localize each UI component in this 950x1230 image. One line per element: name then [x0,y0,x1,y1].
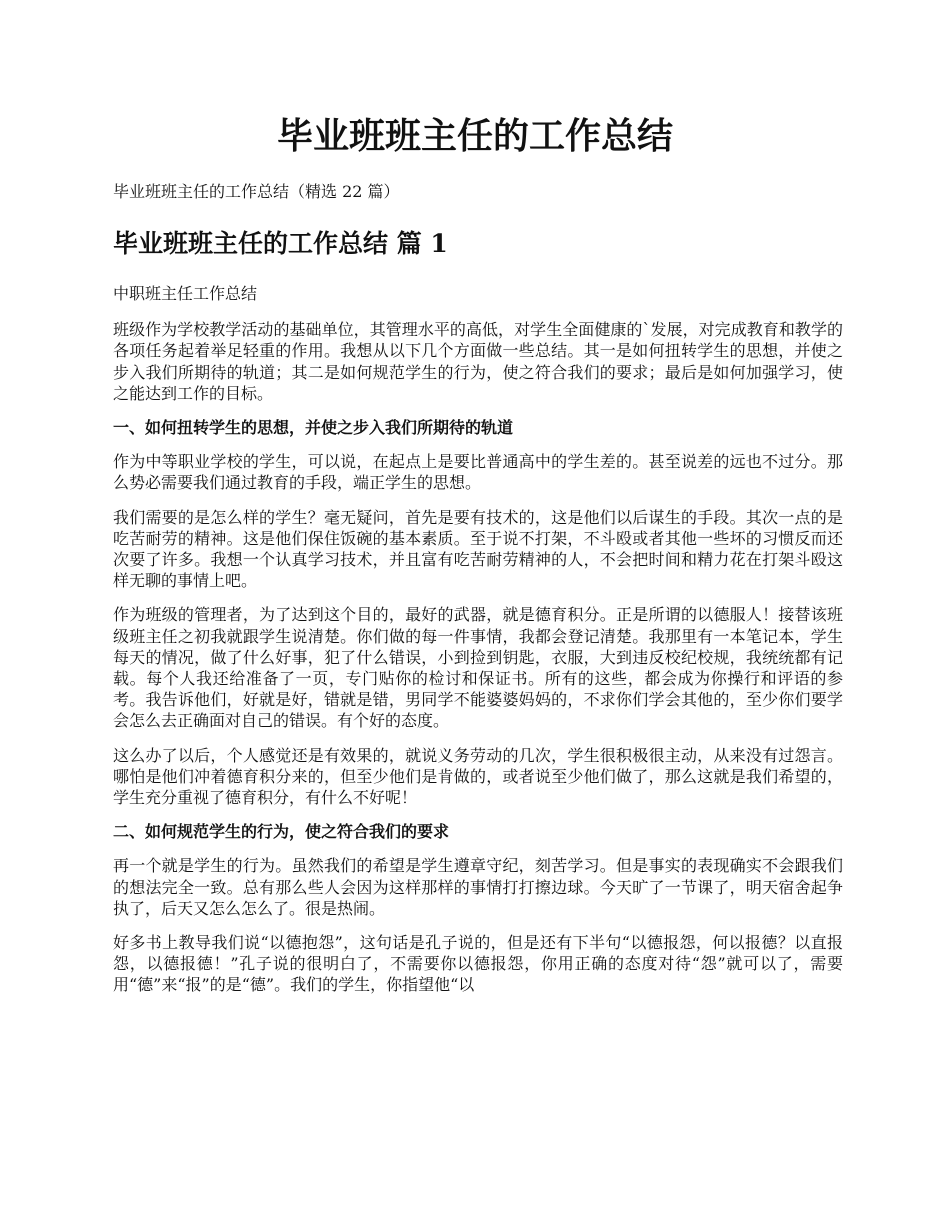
section-heading: 毕业班班主任的工作总结 篇 1 [113,229,448,258]
sub-heading-2: 二、如何规范学生的行为，使之符合我们的要求 [113,822,450,842]
sub-heading-1: 一、如何扭转学生的思想，并使之步入我们所期待的轨道 [113,418,514,438]
document-subtitle: 毕业班班主任的工作总结（精选 22 篇） [113,182,400,201]
paragraph-7: 好多书上教导我们说“以德抱怨”，这句话是孔子说的，但是还有下半句“以德报怨，何以报德？以直报怨，以德报德！”孔子说的很明白了，不需要你以德报怨，你用正确的态度对待“怨”就可以了，需要用“德”来“报”的是“德”。我们的学生，你指望他“以 [113,933,843,995]
document-title: 毕业班班主任的工作总结 [276,115,673,157]
paragraph-4: 作为班级的管理者，为了达到这个目的，最好的武器，就是德育积分。正是所谓的以德服人！接替该班级班主任之初我就跟学生说清楚。你们做的每一件事情，我都会登记清楚。我那里有一本笔记本，学生每天的情况，做了什么好事，犯了什么错误，小到捡到钥匙，衣服，大到违反校纪校规，我统统都有记载。每个人我还给准备了一页，专门贴你的检讨和保证书。所有的这些，都会成为你操行和评语的参考。我告诉他们，好就是好，错就是错，男同学不能婆婆妈妈的，不求你们学会其他的，至少你们要学会怎么去正确面对自己的错误。有个好的态度。 [113,605,843,731]
paragraph-2: 作为中等职业学校的学生，可以说，在起点上是要比普通高中的学生差的。甚至说差的远也不过分。那么势必需要我们通过教育的手段，端正学生的思想。 [113,452,843,493]
paragraph-5: 这么办了以后，个人感觉还是有效果的，就说义务劳动的几次，学生很积极很主动，从来没有过怨言。哪怕是他们冲着德育积分来的，但至少他们是肯做的，或者说至少他们做了，那么这就是我们希望的，学生充分重视了德育积分，有什么不好呢！ [113,745,843,808]
intro-line: 中职班主任工作总结 [113,284,258,303]
document-body [113,283,843,1009]
paragraph-6: 再一个就是学生的行为。虽然我们的希望是学生遵章守纪，刻苦学习。但是事实的表现确实不会跟我们的想法完全一致。总有那么些人会因为这样那样的事情打打擦边球。今天旷了一节课了，明天宿舍起争执了，后天又怎么怎么了。很是热闹。 [113,856,843,918]
paragraph-3: 我们需要的是怎么样的学生？毫无疑问，首先是要有技术的，这是他们以后谋生的手段。其次一点的是吃苦耐劳的精神。这是他们保住饭碗的基本素质。至于说不打架，不斗殴或者其他一些坏的习惯反而还次要了许多。我想一个认真学习技术，并且富有吃苦耐劳精神的人，不会把时间和精力花在打架斗殴这样无聊的事情上吧。 [113,507,843,591]
paragraph-1: 班级作为学校教学活动的基础单位，其管理水平的高低，对学生全面健康的`发展，对完成教育和教学的各项任务起着举足轻重的作用。我想从以下几个方面做一些总结。其一是如何扭转学生的思想，并使之步入我们所期待的轨道；其二是如何规范学生的行为，使之符合我们的要求；最后是如何加强学习，使之能达到工作的目标。 [113,320,843,403]
